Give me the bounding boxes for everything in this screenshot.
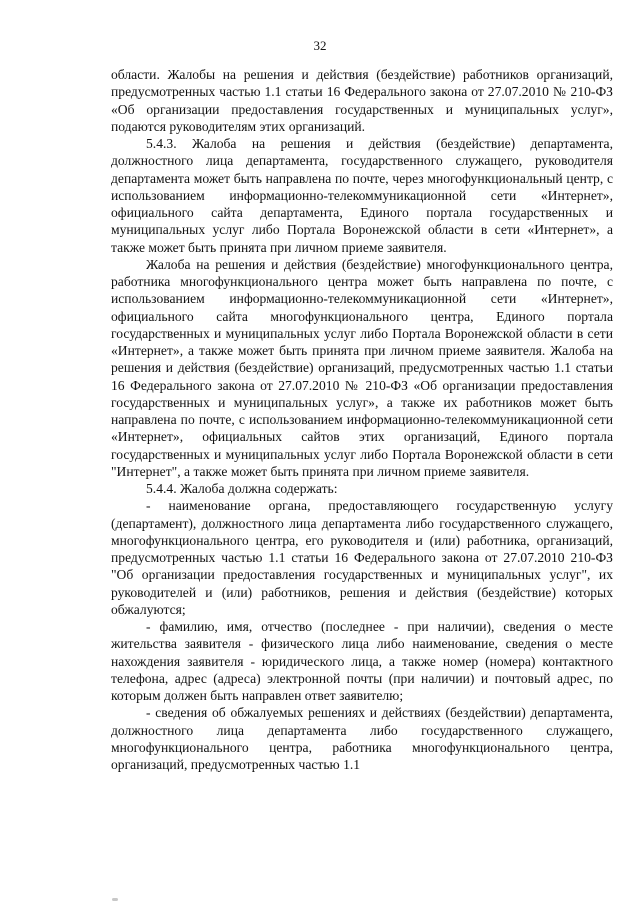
document-body <box>111 66 613 773</box>
list-item-applicant-details: - фамилию, имя, отчество (последнее - при наличии), сведения о месте жительства заявителя - физического лица либо наименование, сведения о месте нахождения заявителя - юридического лица, а также номер (номера) контактного телефона, адрес (адреса) электронной почты (при наличии) и почтовый адрес, по которым должен быть направлен ответ заявителю; <box>111 619 613 703</box>
paragraph-5-4-4-heading: 5.4.4. Жалоба должна содержать: <box>146 481 338 496</box>
paragraph-continuation: области. Жалобы на решения и действия (бездействие) работников организаций, предусмотренных частью 1.1 статьи 16 Федерального закона от 27.07.2010 № 210-ФЗ «Об организации предоставления государственных и муниципальных услуг», подаются руководителям этих организаций. <box>111 67 613 134</box>
list-item-authority-name: - наименование органа, предоставляющего государственную услугу (департамент), должностного лица департамента либо государственного служащего, многофункционального центра, его руководителя и (или) работника, организаций, предусмотренных частью 1.1 статьи 16 Федерального закона от 27.07.2010 210-ФЗ "Об организации предоставления государственных и муниципальных услуг", их руководителей и (или) работников, решения и действия (бездействие) которых обжалуются; <box>111 498 613 617</box>
scan-mark <box>112 898 118 901</box>
list-item-appealed-decisions: - сведения об обжалуемых решениях и действиях (бездействии) департамента, должностного лица департамента либо государственного служащего, многофункционального центра, работника многофункционального центра, организаций, предусмотренных частью 1.1 <box>111 705 613 772</box>
paragraph-mfc-complaint: Жалоба на решения и действия (бездействие) многофункционального центра, работника многофункционального центра может быть направлена по почте, с использованием информационно-телекоммуникационной сети «Интернет», официального сайта многофункционального центра, Единого портала государственных и муниципальных услуг либо Портала Воронежской области в сети «Интернет», а также может быть принята при личном приеме заявителя. Жалоба на решения и действия (бездействие) организаций, предусмотренных частью 1.1 статьи 16 Федерального закона от 27.07.2010 № 210-ФЗ «Об организации предоставления государственных и муниципальных услуг», а также их работников может быть направлена по почте, с использованием информационно-телекоммуникационной сети «Интернет», официальных сайтов этих организаций, Единого портала государственных и муниципальных услуг либо Портала Воронежской области в сети "Интернет", а также может быть принята при личном приеме заявителя. <box>111 256 613 479</box>
page-number: 32 <box>313 38 327 53</box>
paragraph-5-4-3: 5.4.3. Жалоба на решения и действия (бездействие) департамента, должностного лица департамента, государственного служащего, руководителя департамента может быть направлена по почте, через многофункциональный центр, с использованием информационно-телекоммуникационной сети «Интернет», официального сайта департамента, Единого портала государственных и муниципальных услуг либо Портала Воронежской области в сети «Интернет», а также может быть принята при личном приеме заявителя. <box>111 136 613 255</box>
